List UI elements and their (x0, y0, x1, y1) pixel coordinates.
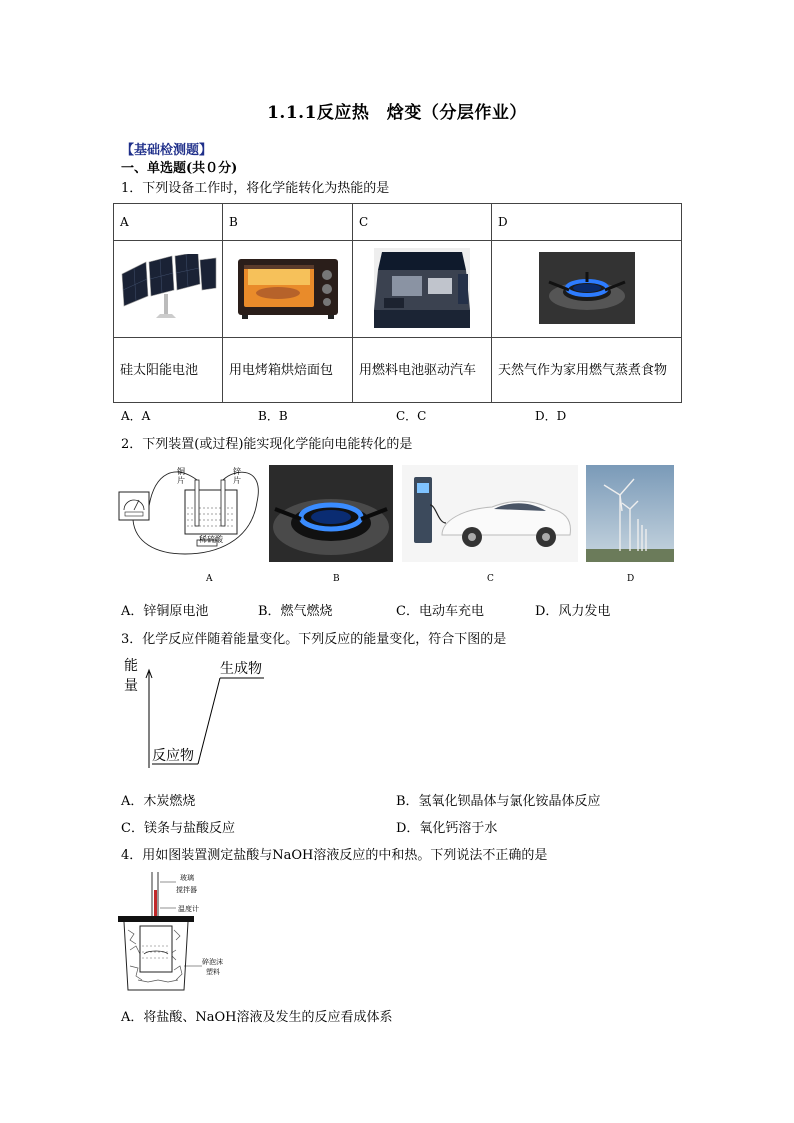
copper-label-char2: 片 (177, 476, 185, 485)
q2-choice-c[interactable]: C．电动车充电 (396, 604, 484, 619)
stirrer-label-2: 搅拌器 (176, 886, 197, 894)
q1-header-a: A (114, 204, 223, 241)
q1-choice-b[interactable]: B．B (258, 409, 288, 423)
foam-label-2: 塑料 (206, 968, 220, 976)
gas-stove-image (492, 241, 682, 338)
q4-stem: 4．用如图装置测定盐酸与NaOH溶液反应的中和热。下列说法不正确的是 (121, 848, 548, 863)
zinc-label-char2: 片 (233, 476, 241, 485)
section-label: 【基础检测题】 (121, 143, 213, 158)
q2-choice-d[interactable]: D．风力发电 (535, 604, 611, 619)
q1-header-c: C (353, 204, 492, 241)
q1-choice-a[interactable]: A．A (121, 409, 151, 423)
q3-stem: 3．化学反应伴随着能量变化。下列反应的能量变化，符合下图的是 (121, 632, 507, 647)
energy-axis-label-2: 量 (124, 678, 138, 694)
copper-label-char1: 铜 (177, 467, 185, 476)
energy-axis-label-1: 能 (124, 658, 138, 674)
calorimeter-diagram (118, 870, 228, 996)
thermometer-label: 温度计 (178, 905, 199, 913)
q1-choice-d[interactable]: D．D (535, 409, 567, 423)
foam-label-1: 碎泡沫 (202, 958, 223, 966)
q2-caption-a: A (206, 574, 213, 584)
car-engine-image (353, 241, 492, 338)
q1-header-d: D (492, 204, 682, 241)
q1-cell-b: 用电烤箱烘焙面包 (223, 338, 353, 403)
q1-cell-a: 硅太阳能电池 (114, 338, 223, 403)
reactant-label: 反应物 (152, 748, 194, 764)
q1-stem: 1．下列设备工作时，将化学能转化为热能的是 (121, 181, 390, 196)
q1-header-b: B (223, 204, 353, 241)
acid-label: 稀硫酸 (199, 535, 223, 544)
q3-choice-a[interactable]: A．木炭燃烧 (121, 794, 196, 809)
q2-choice-b[interactable]: B．燃气燃烧 (258, 604, 333, 619)
q3-choice-b[interactable]: B．氢氧化钡晶体与氯化铵晶体反应 (396, 794, 601, 809)
q3-choice-c[interactable]: C．镁条与盐酸反应 (121, 821, 235, 836)
q2-choice-a[interactable]: A．锌铜原电池 (121, 604, 209, 619)
q2-caption-b: B (333, 574, 340, 584)
q1-cell-d: 天然气作为家用燃气蒸煮食物 (492, 338, 682, 403)
energy-diagram (120, 652, 270, 770)
q2-caption-c: C (487, 574, 494, 584)
stirrer-label-1: 玻璃 (180, 874, 194, 882)
product-label: 生成物 (220, 661, 262, 677)
zinc-label-char1: 锌 (233, 467, 241, 476)
gas-burner-image (269, 465, 393, 562)
q4-choice-a[interactable]: A．将盐酸、NaOH溶液及发生的反应看成体系 (121, 1010, 393, 1025)
q3-choice-d[interactable]: D．氧化钙溶于水 (396, 821, 498, 836)
q1-option-table (113, 203, 682, 403)
q1-cell-c: 用燃料电池驱动汽车 (353, 338, 492, 403)
oven-image (223, 241, 353, 338)
solar-panel-image (114, 241, 223, 338)
q1-choice-c[interactable]: C．C (396, 409, 427, 423)
q2-stem: 2．下列装置(或过程)能实现化学能向电能转化的是 (121, 437, 413, 452)
wind-turbine-image (586, 465, 674, 562)
ev-charging-image (402, 465, 578, 562)
q2-caption-d: D (627, 574, 635, 584)
subsection-heading: 一、单选题(共０分) (121, 161, 238, 176)
page-title: 1.1.1反应热 焓变（分层作业） (267, 103, 527, 123)
galvanic-cell-diagram (115, 462, 265, 564)
